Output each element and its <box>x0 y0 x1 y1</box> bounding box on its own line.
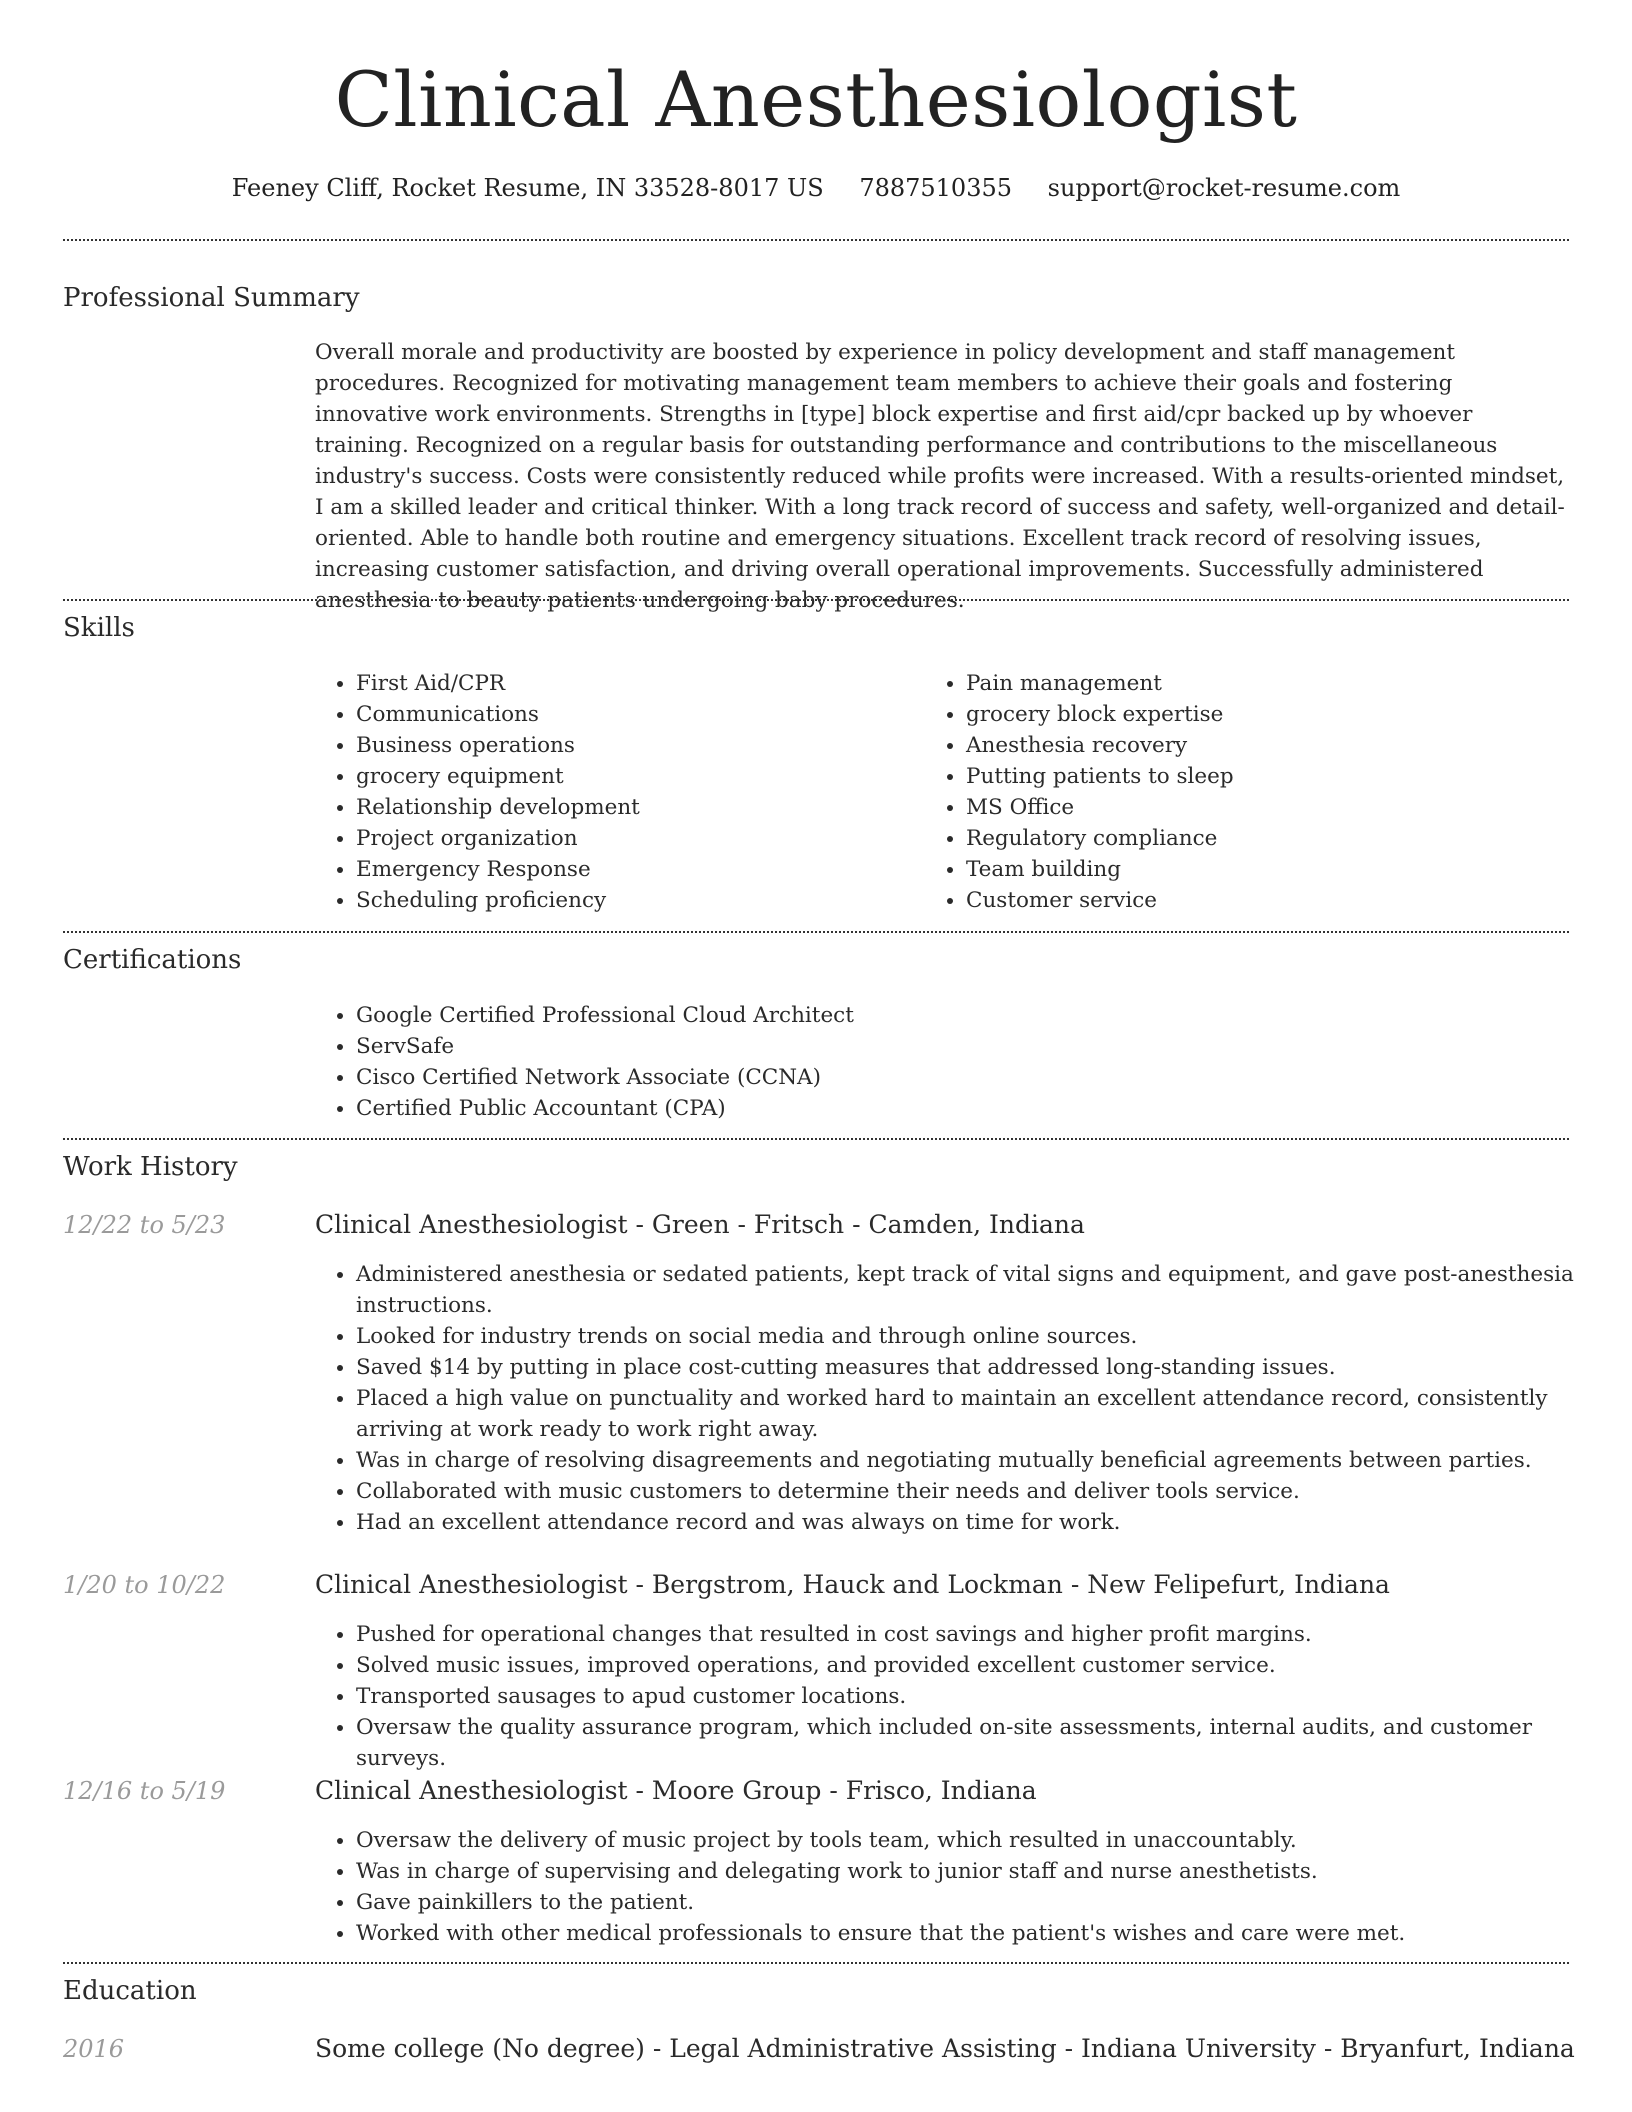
summary-heading: Professional Summary <box>63 283 360 313</box>
skill-item: • Anesthesia recovery <box>966 730 1566 761</box>
job-bullet: • Had an excellent attendance record and was always on time for work. <box>356 1507 1586 1538</box>
skill-item: • Project organization <box>356 823 916 854</box>
job-dates: 12/22 to 5/23 <box>63 1211 226 1239</box>
skill-item: • Scheduling proficiency <box>356 885 916 916</box>
job-bullets <box>312 1619 1596 1774</box>
certification-item: • Cisco Certified Network Associate (CCNA) <box>356 1062 1556 1093</box>
skill-item: • MS Office <box>966 792 1566 823</box>
skill-item: • Regulatory compliance <box>966 823 1566 854</box>
job-bullet: • Solved music issues, improved operations, and provided excellent customer service. <box>356 1650 1596 1681</box>
skills-list-left <box>312 668 916 916</box>
skill-item: • Business operations <box>356 730 916 761</box>
job-bullets <box>312 1259 1586 1538</box>
skill-item: • Customer service <box>966 885 1566 916</box>
job-bullet: • Looked for industry trends on social media and through online sources. <box>356 1321 1586 1352</box>
job-dates: 12/16 to 5/19 <box>63 1777 226 1805</box>
contact-line <box>0 168 1632 208</box>
job-bullet: • Collaborated with music customers to determine their needs and deliver tools service. <box>356 1476 1586 1507</box>
divider <box>63 1138 1569 1140</box>
skills-list-right <box>922 668 1566 916</box>
job-bullet: • Oversaw the quality assurance program, which included on-site assessments, internal audits, and customer surveys. <box>356 1712 1596 1774</box>
job-title-line: Clinical Anesthesiologist - Bergstrom, Hauck and Lockman - New Felipefurt, Indiana <box>315 1570 1390 1599</box>
skill-item: • Pain management <box>966 668 1566 699</box>
job-bullet: • Administered anesthesia or sedated patients, kept track of vital signs and equipment, and gave post-anesthesia instructions. <box>356 1259 1586 1321</box>
education-line: Some college (No degree) - Legal Administrative Assisting - Indiana University - Bryanfurt, Indiana <box>315 2034 1575 2063</box>
certification-item: • ServSafe <box>356 1031 1556 1062</box>
skill-item: • Team building <box>966 854 1566 885</box>
certification-item: • Google Certified Professional Cloud Architect <box>356 1000 1556 1031</box>
education-heading: Education <box>63 1976 197 2006</box>
job-bullet: • Transported sausages to apud customer locations. <box>356 1681 1596 1712</box>
phone: 7887510355 <box>859 174 1013 202</box>
divider <box>63 1962 1569 1964</box>
job-bullet: • Placed a high value on punctuality and worked hard to maintain an excellent attendance record, consistently arriving at work ready to work right away. <box>356 1383 1586 1445</box>
resume-title: Clinical Anesthesiologist <box>334 55 1298 144</box>
job-bullet: • Pushed for operational changes that resulted in cost savings and higher profit margins. <box>356 1619 1596 1650</box>
job-bullet: • Oversaw the delivery of music project by tools team, which resulted in unaccountably. <box>356 1825 1596 1856</box>
job-bullet: • Was in charge of resolving disagreements and negotiating mutually beneficial agreements between parties. <box>356 1445 1586 1476</box>
job-title-line: Clinical Anesthesiologist - Green - Fritsch - Camden, Indiana <box>315 1210 1085 1239</box>
work-heading: Work History <box>63 1152 238 1182</box>
summary-text: Overall morale and productivity are boosted by experience in policy development and staff management procedures. Recognized for motivating management team members to achieve their goals and fostering innovative work environments. Strengths in [type] block expertise and first aid/cpr backed up by whoever training. Recognized on a regular basis for outstanding performance and contributions to the miscellaneous industry's success. Costs were consistently reduced while profits were increased. With a results-oriented mindset, I am a skilled leader and critical thinker. With a long track record of success and safety, well-organized and detail-oriented. Able to handle both routine and emergency situations. Excellent track record of resolving issues, increasing customer satisfaction, and driving overall operational improvements. Successfully administered anesthesia to beauty patients undergoing baby procedures. <box>315 340 1565 613</box>
skill-item: • Emergency Response <box>356 854 916 885</box>
job-bullets <box>312 1825 1596 1949</box>
email: support@rocket-resume.com <box>1047 174 1401 202</box>
address: Feeney Cliff, Rocket Resume, IN 33528-8017 US <box>231 174 824 202</box>
job-bullet: • Gave painkillers to the patient. <box>356 1887 1596 1918</box>
skill-item: • Putting patients to sleep <box>966 761 1566 792</box>
divider <box>63 239 1569 241</box>
divider <box>63 931 1569 933</box>
skill-item: • Communications <box>356 699 916 730</box>
job-bullet: • Saved $14 by putting in place cost-cutting measures that addressed long-standing issues. <box>356 1352 1586 1383</box>
skill-item: • Relationship development <box>356 792 916 823</box>
job-dates: 1/20 to 10/22 <box>63 1571 226 1599</box>
job-bullet: • Was in charge of supervising and delegating work to junior staff and nurse anesthetists. <box>356 1856 1596 1887</box>
job-bullet: • Worked with other medical professionals to ensure that the patient's wishes and care were met. <box>356 1918 1596 1949</box>
certification-item: • Certified Public Accountant (CPA) <box>356 1093 1556 1124</box>
skill-item: • First Aid/CPR <box>356 668 916 699</box>
certifications-list <box>312 1000 1556 1124</box>
skill-item: • grocery block expertise <box>966 699 1566 730</box>
divider <box>63 599 1569 601</box>
education-year: 2016 <box>63 2035 125 2063</box>
skill-item: • grocery equipment <box>356 761 916 792</box>
certifications-heading: Certifications <box>63 945 242 975</box>
skills-heading: Skills <box>63 613 135 643</box>
job-title-line: Clinical Anesthesiologist - Moore Group - Frisco, Indiana <box>315 1776 1037 1805</box>
